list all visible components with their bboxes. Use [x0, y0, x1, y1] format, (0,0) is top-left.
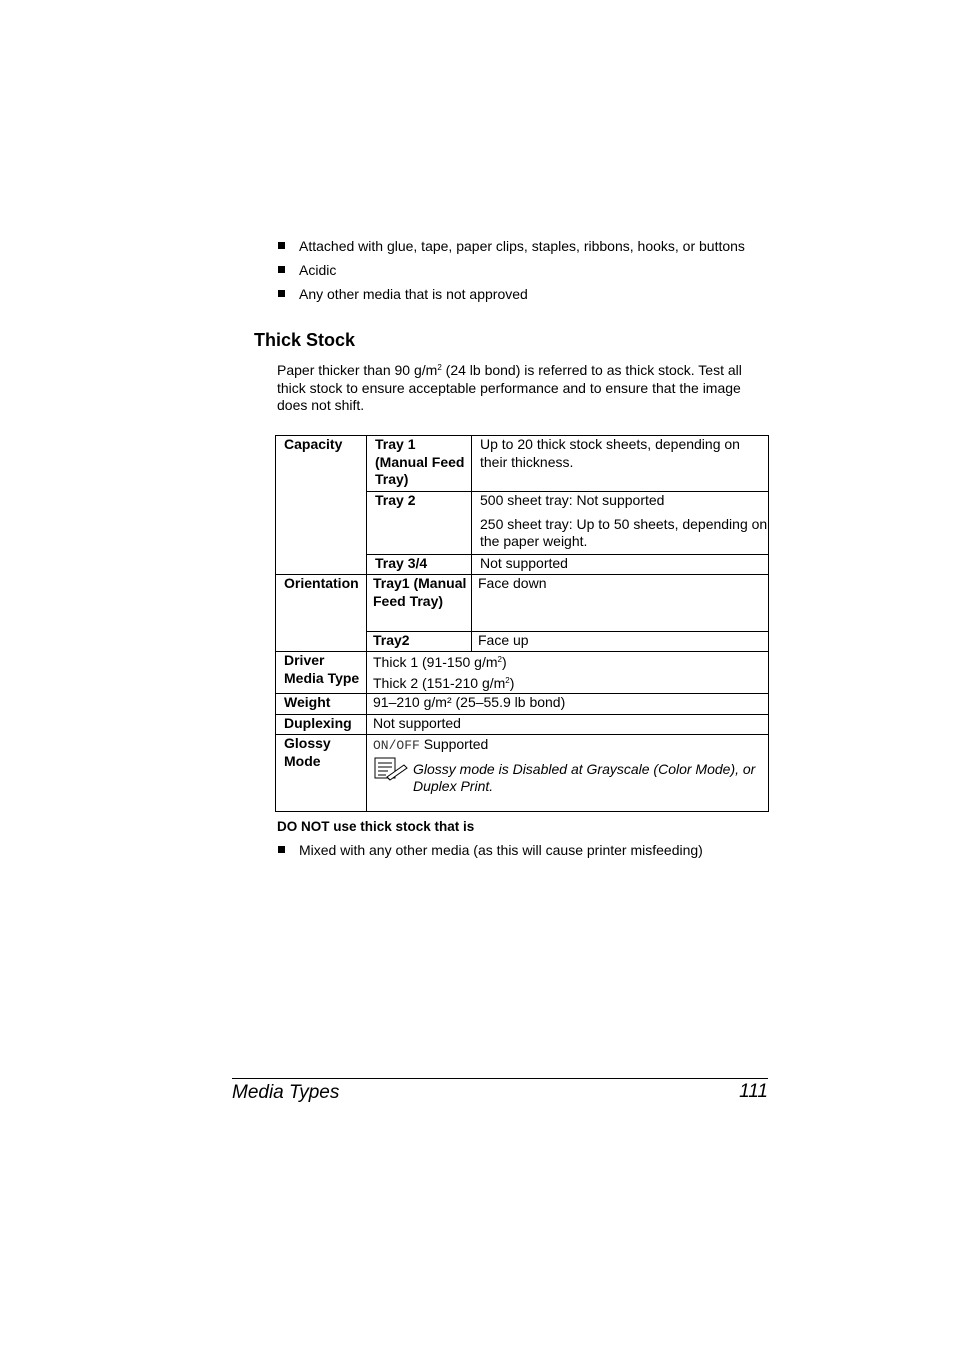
- list-item: [277, 285, 745, 303]
- glossy-mode-value: [373, 736, 768, 755]
- section-title: Thick Stock: [254, 330, 356, 350]
- orientation-tray2-label: Tray2: [367, 632, 472, 652]
- list-item-text: Mixed with any other media (as this will cause printer misfeeding): [299, 842, 703, 858]
- orientation-tray2-value: Face up: [472, 632, 769, 652]
- bullet-square-icon: [278, 242, 285, 249]
- driver-thick2-text: Thick 2 (151-210 g/m: [373, 674, 506, 691]
- driver-thick1-text: Thick 1 (91-150 g/m: [373, 654, 498, 670]
- capacity-tray2-cell: [472, 492, 769, 555]
- bullet-square-icon: [278, 266, 285, 273]
- capacity-label: Capacity: [276, 436, 367, 575]
- weight-value: 91–210 g/m² (25–55.9 lb bond): [367, 694, 769, 715]
- note-pencil-icon: [374, 757, 410, 786]
- bullet-square-icon: [278, 846, 285, 853]
- capacity-tray34-value: Not supported: [472, 555, 769, 575]
- weight-label: Weight: [276, 694, 367, 715]
- bullet-list-bottom: [277, 841, 703, 859]
- thick-stock-spec-table: [275, 435, 769, 812]
- list-item-text: Attached with glue, tape, paper clips, staples, ribbons, hooks, or buttons: [299, 238, 745, 254]
- list-item: [277, 237, 745, 255]
- orientation-tray1-label: Tray1 (Manual Feed Tray): [367, 575, 472, 632]
- capacity-tray2-value-250: 250 sheet tray: Up to 50 sheets, depending on the paper weight.: [480, 515, 768, 549]
- bullet-square-icon: [278, 290, 285, 297]
- driver-media-type-cell: [367, 652, 769, 694]
- capacity-tray1-label: Tray 1 (Manual Feed Tray): [367, 436, 472, 492]
- driver-thick1: [373, 654, 768, 672]
- list-item-text: Any other media that is not approved: [299, 286, 528, 302]
- driver-media-type-label: Driver Media Type: [276, 652, 367, 694]
- duplexing-label: Duplexing: [276, 715, 367, 735]
- footer-divider: [232, 1078, 768, 1079]
- capacity-tray2-value-500: 500 sheet tray: Not supported: [480, 492, 665, 508]
- capacity-tray2-label: Tray 2: [367, 492, 472, 555]
- page-number: 111: [739, 1081, 768, 1102]
- intro-superscript: 2: [437, 363, 442, 372]
- driver-thick1-sup: 2: [497, 655, 502, 664]
- duplexing-value: Not supported: [367, 715, 769, 735]
- intro-text-start: Paper thicker than 90 g/m: [277, 362, 438, 378]
- footer-title: Media Types: [232, 1082, 340, 1103]
- glossy-mode-supported: Supported: [419, 736, 489, 752]
- list-item: [277, 261, 745, 279]
- driver-thick2-sup: 2: [505, 675, 510, 685]
- glossy-mode-cell: [367, 735, 769, 812]
- orientation-label: Orientation: [276, 575, 367, 652]
- orientation-tray1-value: Face down: [472, 575, 769, 632]
- driver-thick1-close: ): [501, 654, 507, 670]
- intro-paragraph: [277, 362, 767, 415]
- capacity-tray34-label: Tray 3/4: [367, 555, 472, 575]
- driver-thick2: [373, 675, 768, 693]
- glossy-mode-note: [373, 761, 768, 798]
- list-item-text: Acidic: [299, 262, 337, 278]
- bullet-list: [277, 237, 745, 309]
- capacity-tray1-value: Up to 20 thick stock sheets, depending on their thickness.: [472, 436, 769, 492]
- intro-text-end: (24 lb bond) is referred to as thick stock. Test all thick stock to ensure acceptable performance and to ensure that the image does not shift.: [277, 362, 742, 413]
- warning-heading: DO NOT use thick stock that is: [277, 819, 475, 834]
- list-item: [277, 841, 703, 859]
- glossy-mode-note-text: Glossy mode is Disabled at Grayscale (Color Mode), or Duplex Print.: [413, 760, 756, 794]
- glossy-mode-code: ON/OFF: [373, 738, 420, 753]
- driver-thick2-close: ): [509, 674, 515, 691]
- glossy-mode-label: Glossy Mode: [276, 735, 367, 812]
